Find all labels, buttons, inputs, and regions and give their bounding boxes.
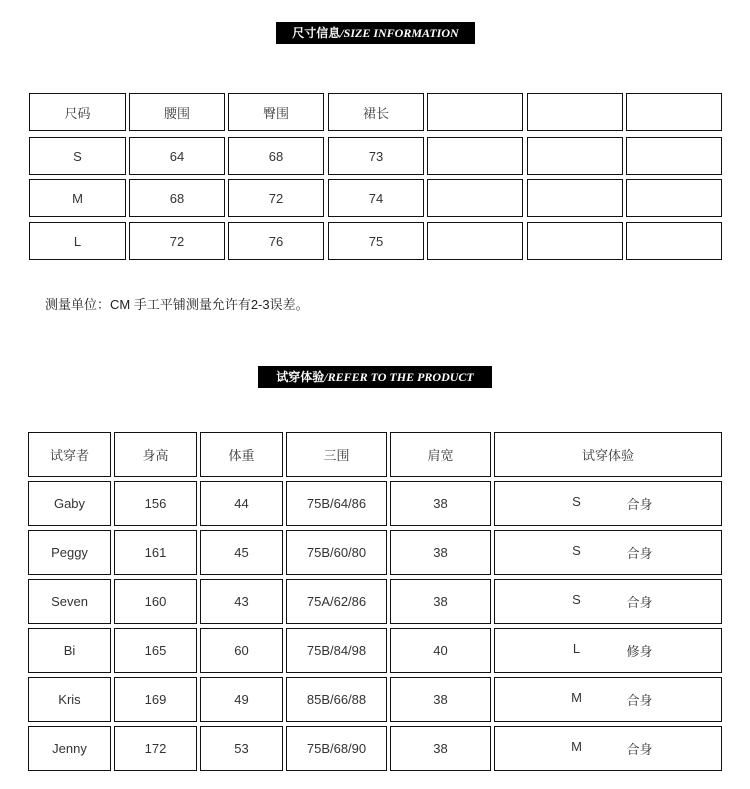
table-cell: 38 (390, 530, 491, 575)
table-cell: Gaby (28, 481, 111, 526)
header-cell: 试穿体验 (494, 432, 722, 477)
table-cell (527, 179, 623, 217)
table-cell: 53 (200, 726, 283, 771)
fit-feel: 合身 (626, 693, 653, 708)
table-cell: L (29, 222, 126, 260)
header-cell: 肩宽 (390, 432, 491, 477)
fit-size: S (572, 494, 581, 509)
header-cell: 三围 (286, 432, 387, 477)
size-information-banner (276, 22, 475, 44)
fit-result (495, 690, 721, 709)
table-cell: Seven (28, 579, 111, 624)
header-cell (626, 93, 722, 131)
table-cell: 74 (328, 179, 424, 217)
table-cell: 76 (228, 222, 324, 260)
fit-cell (494, 530, 722, 575)
fit-result (495, 739, 721, 758)
banner-title-en: /SIZE INFORMATION (340, 26, 459, 40)
fit-cell (494, 677, 722, 722)
fit-feel: 合身 (626, 742, 653, 757)
table-cell: Kris (28, 677, 111, 722)
fit-feel: 修身 (626, 644, 653, 659)
table-cell (527, 222, 623, 260)
table-cell (626, 137, 722, 175)
table-cell: Jenny (28, 726, 111, 771)
table-cell: Bi (28, 628, 111, 673)
banner-title-cn: 试穿体验 (276, 370, 325, 384)
fit-result (495, 641, 721, 660)
fit-size: M (571, 739, 582, 754)
table-cell (427, 137, 523, 175)
table-cell: 75A/62/86 (286, 579, 387, 624)
fit-result (495, 592, 721, 611)
fit-result (495, 494, 721, 513)
header-cell: 尺码 (29, 93, 126, 131)
header-cell: 臀围 (228, 93, 324, 131)
table-cell: 45 (200, 530, 283, 575)
table-cell: 60 (200, 628, 283, 673)
table-cell: 38 (390, 481, 491, 526)
table-cell: 75B/68/90 (286, 726, 387, 771)
table-cell: 68 (129, 179, 225, 217)
table-cell: 38 (390, 579, 491, 624)
fit-size: L (572, 641, 581, 656)
banner-title-en: /REFER TO THE PRODUCT (324, 370, 474, 384)
table-cell: 38 (390, 677, 491, 722)
table-cell: 68 (228, 137, 324, 175)
table-cell (626, 179, 722, 217)
try-on-banner (258, 366, 492, 388)
fit-result (495, 543, 721, 562)
fit-feel: 合身 (626, 595, 653, 610)
table-cell: 75B/60/80 (286, 530, 387, 575)
table-cell: 40 (390, 628, 491, 673)
fit-size: S (572, 543, 581, 558)
fit-cell (494, 628, 722, 673)
fit-size: M (571, 690, 582, 705)
fit-feel: 合身 (626, 546, 653, 561)
banner-title-cn: 尺寸信息 (292, 26, 341, 40)
header-cell: 裙长 (328, 93, 424, 131)
table-cell: 165 (114, 628, 197, 673)
table-cell: 72 (228, 179, 324, 217)
fit-feel: 合身 (626, 497, 653, 512)
table-cell: 44 (200, 481, 283, 526)
table-cell (427, 179, 523, 217)
table-cell: 75B/84/98 (286, 628, 387, 673)
table-cell (626, 222, 722, 260)
table-cell: 169 (114, 677, 197, 722)
table-cell: Peggy (28, 530, 111, 575)
table-cell: 160 (114, 579, 197, 624)
measurement-note: 测量单位：CM 手工平铺测量允许有2-3误差。 (45, 297, 309, 312)
header-cell (527, 93, 623, 131)
table-cell: 72 (129, 222, 225, 260)
fit-cell (494, 481, 722, 526)
fit-cell (494, 579, 722, 624)
table-cell: 172 (114, 726, 197, 771)
header-cell: 体重 (200, 432, 283, 477)
table-cell: 75B/64/86 (286, 481, 387, 526)
table-cell: M (29, 179, 126, 217)
table-cell: 38 (390, 726, 491, 771)
table-cell: 75 (328, 222, 424, 260)
table-cell: 64 (129, 137, 225, 175)
header-cell (427, 93, 523, 131)
header-cell: 身高 (114, 432, 197, 477)
table-cell: 156 (114, 481, 197, 526)
table-cell: 73 (328, 137, 424, 175)
table-cell: 85B/66/88 (286, 677, 387, 722)
header-cell: 试穿者 (28, 432, 111, 477)
table-cell: 161 (114, 530, 197, 575)
header-cell: 腰围 (129, 93, 225, 131)
fit-size: S (572, 592, 581, 607)
table-cell: 49 (200, 677, 283, 722)
table-cell (427, 222, 523, 260)
table-cell: 43 (200, 579, 283, 624)
fit-cell (494, 726, 722, 771)
table-cell: S (29, 137, 126, 175)
table-cell (527, 137, 623, 175)
